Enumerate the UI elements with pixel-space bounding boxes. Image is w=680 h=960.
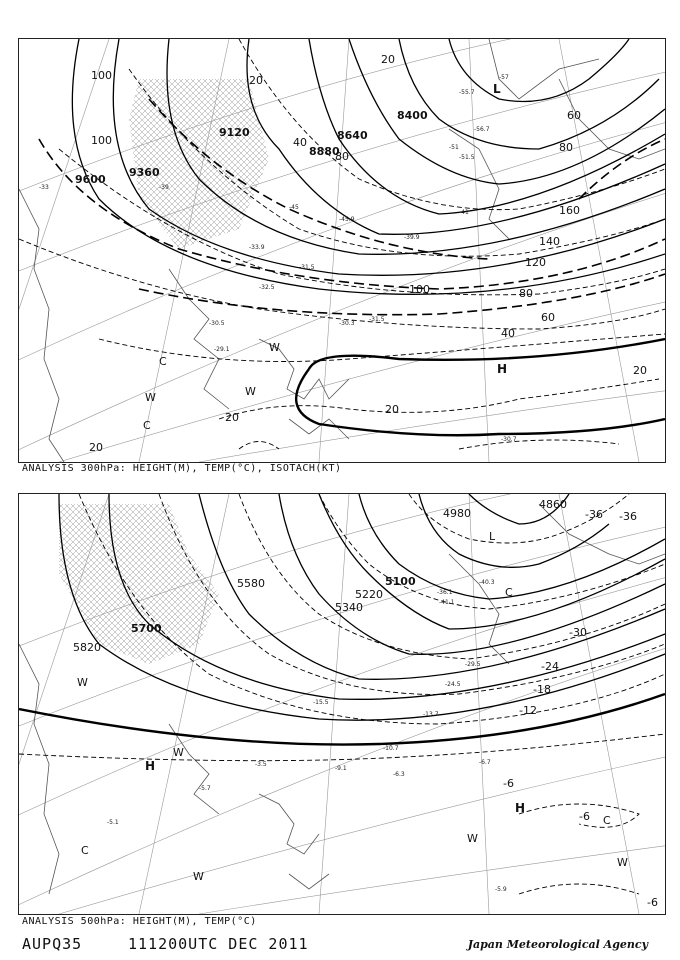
height-label: 5340 (335, 601, 363, 614)
isotach-label: 100 (91, 69, 112, 82)
temp-label: -33.9 (249, 244, 265, 251)
isotach-label: 60 (541, 311, 555, 324)
temp-label: -57 (499, 74, 509, 81)
isotach-label: 20 (225, 411, 239, 424)
temp-label: -51.5 (459, 154, 475, 161)
isotach-label: 100 (91, 134, 112, 147)
chart-code: AUPQ35 (22, 935, 83, 953)
temp-label: -24 (541, 660, 559, 673)
temp-label: -30.7 (501, 436, 517, 443)
map-500hpa (18, 493, 666, 915)
isotach-label: 40 (501, 327, 515, 340)
temp-label: -39 (159, 184, 169, 191)
warm-marker: W (173, 746, 184, 759)
isotach-label: 20 (381, 53, 395, 66)
temp-label: -33 (39, 184, 49, 191)
temp-label: -6 (647, 896, 658, 909)
temp-label: -9.1 (335, 765, 347, 772)
temp-label: -30.3 (339, 320, 355, 327)
temp-label: -6.3 (393, 771, 405, 778)
height-label: 8400 (397, 109, 428, 122)
isotach-label: 20 (633, 364, 647, 377)
temp-label: -29.5 (465, 661, 481, 668)
temp-label: -56.7 (474, 126, 490, 133)
isotach-label: 40 (293, 136, 307, 149)
height-label: 4860 (539, 498, 567, 511)
temp-label: -39.9 (404, 234, 420, 241)
isotach-label: 100 (409, 283, 430, 296)
temp-label: -36 (585, 508, 603, 521)
height-label: 5580 (237, 577, 265, 590)
warm-marker: W (269, 341, 280, 354)
temp-label: -30.5 (209, 320, 225, 327)
temp-label: -31.5 (299, 264, 315, 271)
temp-label: -6 (503, 777, 514, 790)
caption-300hpa: ANALYSIS 300hPa: HEIGHT(M), TEMP(°C), ISOTACH(KT) (22, 463, 342, 474)
height-label: 8880 (309, 145, 340, 158)
warm-marker: W (245, 385, 256, 398)
temp-label: -5.9 (495, 886, 507, 893)
hatched-region (59, 504, 219, 664)
temp-label: -32.5 (259, 284, 275, 291)
height-label: 5100 (385, 575, 416, 588)
height-label: 5820 (73, 641, 101, 654)
temp-label: -36.1 (437, 589, 453, 596)
temp-label: -13.7 (423, 711, 439, 718)
temp-label: -45 (289, 204, 299, 211)
temp-label: -24.5 (445, 681, 461, 688)
map-300hpa-canvas (19, 39, 665, 462)
isotach-label: 20 (385, 403, 399, 416)
isotach-label: 160 (559, 204, 580, 217)
temp-label: -18 (533, 683, 551, 696)
isotach-label: 20 (89, 441, 103, 454)
temp-label: -12 (519, 704, 537, 717)
agency-name: Japan Meteorological Agency (467, 938, 648, 951)
temp-label: -45.9 (339, 216, 355, 223)
cold-marker: C (505, 586, 513, 599)
caption-500hpa: ANALYSIS 500hPa: HEIGHT(M), TEMP(°C) (22, 916, 257, 927)
low-pressure-marker: L (493, 82, 501, 96)
warm-marker: W (467, 832, 478, 845)
hatched-region (129, 79, 269, 249)
cold-marker: C (159, 355, 167, 368)
height-label: 5700 (131, 622, 162, 635)
chart-datetime: 111200UTC DEC 2011 (128, 935, 309, 953)
cold-marker: C (143, 419, 151, 432)
isotach-label: 140 (539, 235, 560, 248)
temp-label: -30 (569, 626, 587, 639)
temp-label: -3.5 (255, 761, 267, 768)
cold-marker: C (603, 814, 611, 827)
high-pressure-marker: H (497, 362, 508, 376)
temp-label: -41 (459, 209, 469, 216)
warm-marker: W (617, 856, 628, 869)
map-300hpa (18, 38, 666, 463)
warm-marker: W (145, 391, 156, 404)
isotach-label: 120 (525, 256, 546, 269)
temp-label: -41.1 (439, 599, 455, 606)
temp-label: -6 (579, 810, 590, 823)
temp-label: -29.1 (214, 346, 230, 353)
height-label: 9600 (75, 173, 106, 186)
height-label: 4980 (443, 507, 471, 520)
temp-label: -40.3 (479, 579, 495, 586)
isotach-label: 80 (335, 150, 349, 163)
temp-label: -6.7 (479, 759, 491, 766)
temp-label: -36 (619, 510, 637, 523)
temp-label: -5.1 (107, 819, 119, 826)
isotach-label: 20 (249, 74, 263, 87)
height-label: 5220 (355, 588, 383, 601)
temp-label: -55.7 (459, 89, 475, 96)
isotach-label: 80 (559, 141, 573, 154)
isotach-label: 60 (567, 109, 581, 122)
height-label: 8640 (337, 129, 368, 142)
map-500hpa-canvas (19, 494, 665, 914)
temp-label: -10.7 (383, 745, 399, 752)
height-label: 9360 (129, 166, 160, 179)
isotherms (19, 39, 665, 449)
temp-label: -15.5 (313, 699, 329, 706)
isotach-label: 80 (519, 287, 533, 300)
low-pressure-marker: L (489, 530, 496, 543)
cold-marker: C (81, 844, 89, 857)
temp-label: -51 (449, 144, 459, 151)
temp-label: -5.7 (199, 785, 211, 792)
temp-label: -31.5 (369, 316, 385, 323)
warm-marker: W (193, 870, 204, 883)
high-pressure-marker: H (145, 759, 156, 773)
high-pressure-marker: H (515, 801, 526, 815)
warm-marker: W (77, 676, 88, 689)
height-label: 9120 (219, 126, 250, 139)
